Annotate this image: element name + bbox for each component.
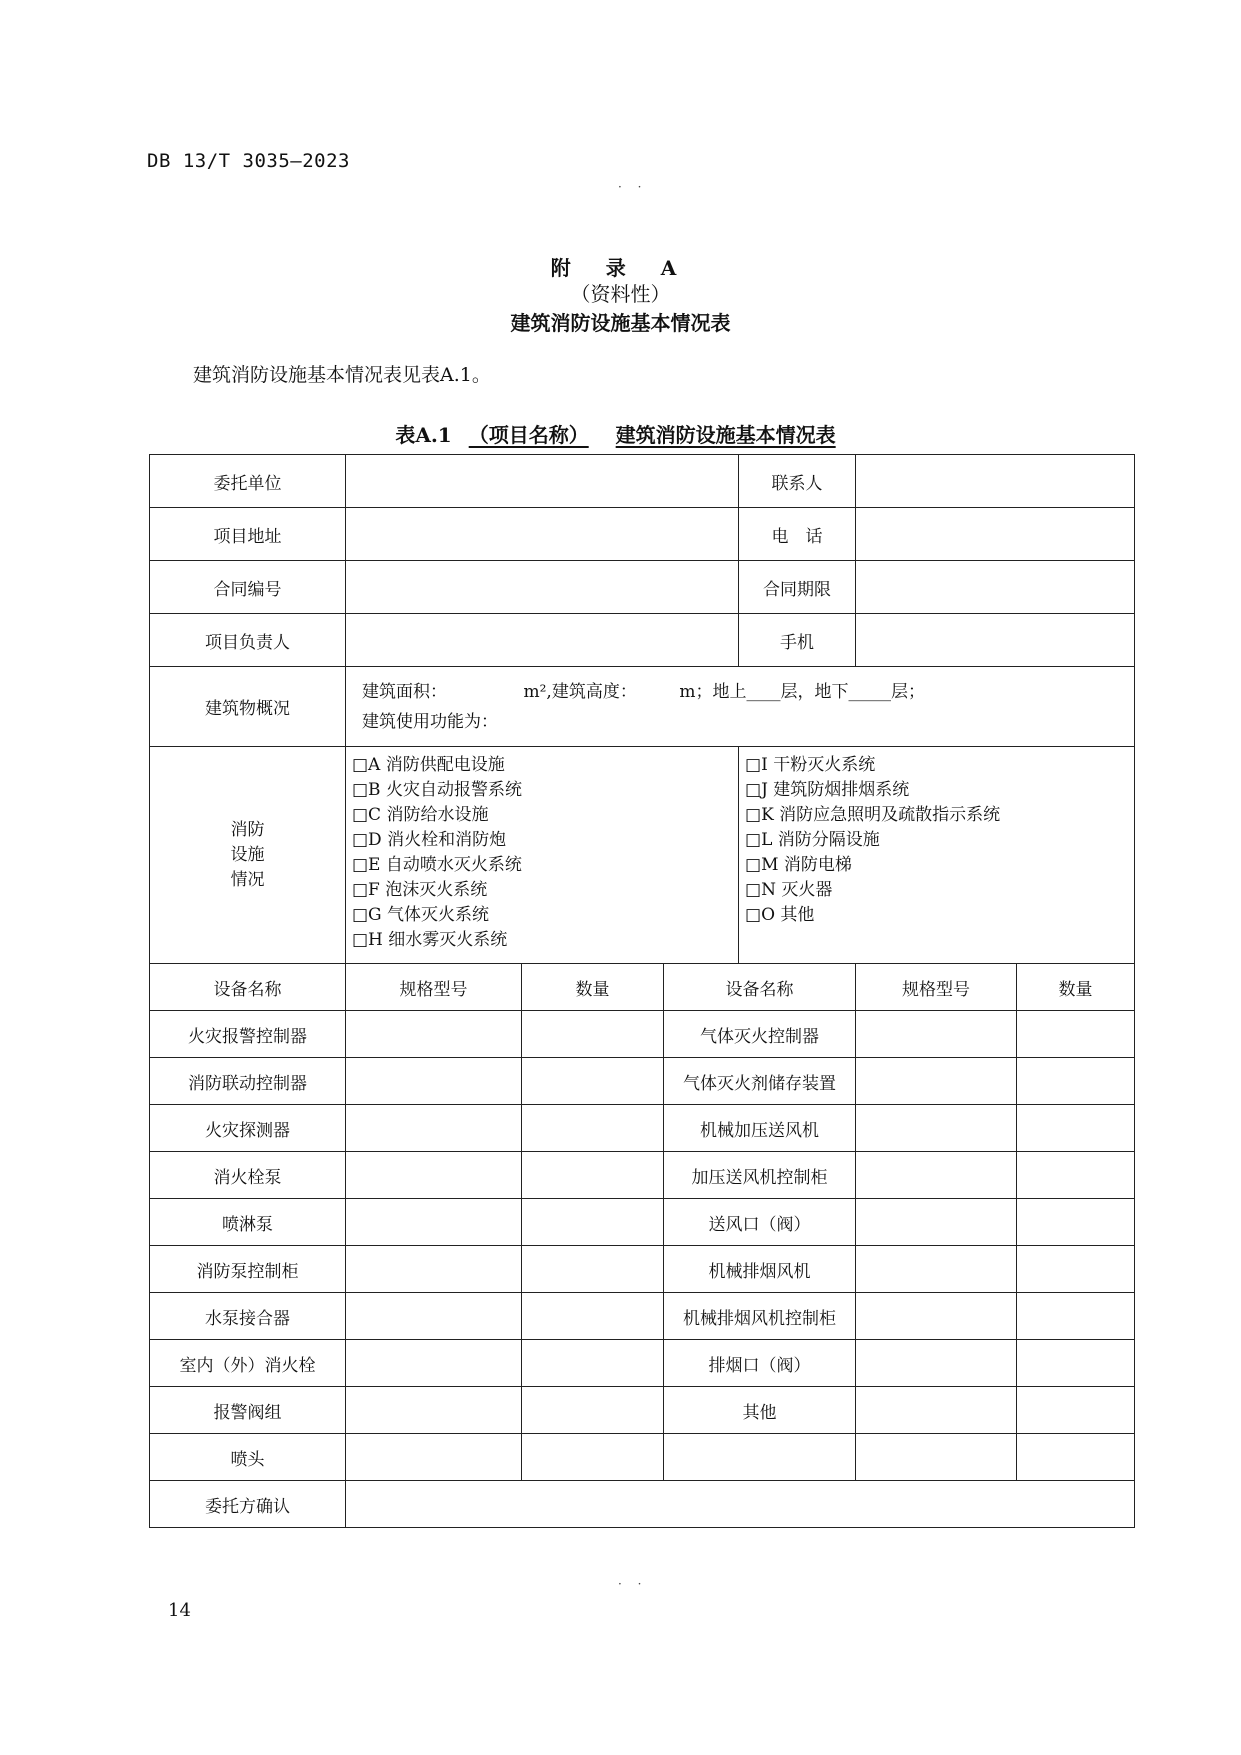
building-overview-value[interactable]: [346, 667, 1135, 747]
equip-name-left: 喷头: [150, 1434, 346, 1481]
equip-model-left[interactable]: [346, 1246, 522, 1293]
equip-qty-right[interactable]: [1017, 1058, 1135, 1105]
equip-name-left: 水泵接合器: [150, 1293, 346, 1340]
equip-name-left: 消防泵控制柜: [150, 1246, 346, 1293]
equip-model-right[interactable]: [856, 1293, 1017, 1340]
equip-qty-right[interactable]: [1017, 1105, 1135, 1152]
facility-checkbox[interactable]: □O 其他: [745, 905, 815, 925]
table-number: 表A.1: [395, 423, 452, 447]
equip-name-left: 消火栓泵: [150, 1152, 346, 1199]
equip-qty-left[interactable]: [522, 1011, 664, 1058]
equip-model-right[interactable]: [856, 1387, 1017, 1434]
equip-model-left[interactable]: [346, 1387, 522, 1434]
facility-checkbox[interactable]: □E 自动喷水灭火系统: [352, 855, 522, 875]
equip-qty-right[interactable]: [1017, 1434, 1135, 1481]
equip-name-right: 气体灭火剂储存装置: [664, 1058, 856, 1105]
equip-name-right: 机械排烟风机: [664, 1246, 856, 1293]
facility-checkbox[interactable]: □K 消防应急照明及疏散指示系统: [745, 805, 1001, 825]
address-label: 项目地址: [150, 508, 346, 561]
manager-label: 项目负责人: [150, 614, 346, 667]
contract-term-value[interactable]: [856, 561, 1135, 614]
equip-name-left: 喷淋泵: [150, 1199, 346, 1246]
mobile-value[interactable]: [856, 614, 1135, 667]
table-row: [150, 1058, 1135, 1105]
table-row: [150, 1293, 1135, 1340]
facility-checkbox[interactable]: □J 建筑防烟排烟系统: [745, 780, 910, 800]
facility-checkbox[interactable]: □M 消防电梯: [745, 855, 852, 875]
phone-label: 电 话: [739, 508, 856, 561]
equip-qty-right[interactable]: [1017, 1199, 1135, 1246]
equip-model-left[interactable]: [346, 1058, 522, 1105]
facility-checkbox[interactable]: □D 消火栓和消防炮: [352, 830, 507, 850]
equip-name-right: 机械加压送风机: [664, 1105, 856, 1152]
facility-checkbox[interactable]: □B 火灾自动报警系统: [352, 780, 522, 800]
facility-checkbox[interactable]: □H 细水雾灭火系统: [352, 930, 508, 950]
equip-header-name-left: 设备名称: [150, 964, 346, 1011]
table-name: 建筑消防设施基本情况表: [615, 423, 836, 447]
building-area-height-line: 建筑面积： m²,建筑高度： m；地上____层，地下_____层；: [362, 681, 925, 702]
equip-name-right: 气体灭火控制器: [664, 1011, 856, 1058]
equip-qty-left[interactable]: [522, 1152, 664, 1199]
table-row: [150, 1434, 1135, 1481]
equip-name-left: 消防联动控制器: [150, 1058, 346, 1105]
manager-value[interactable]: [346, 614, 739, 667]
equip-model-left[interactable]: [346, 1199, 522, 1246]
equip-model-right[interactable]: [856, 1011, 1017, 1058]
client-label: 委托单位: [150, 455, 346, 508]
facility-checkbox[interactable]: □G 气体灭火系统: [352, 905, 490, 925]
facility-checkbox[interactable]: □A 消防供配电设施: [352, 755, 505, 775]
equip-model-right[interactable]: [856, 1152, 1017, 1199]
facilities-list-right: [739, 747, 1135, 964]
table-row: [150, 1105, 1135, 1152]
facility-checkbox[interactable]: □F 泡沫灭火系统: [352, 880, 488, 900]
table-row: [150, 1246, 1135, 1293]
equip-qty-left[interactable]: [522, 1387, 664, 1434]
equip-header-model-right: 规格型号: [856, 964, 1017, 1011]
equip-model-right[interactable]: [856, 1199, 1017, 1246]
equip-qty-right[interactable]: [1017, 1246, 1135, 1293]
phone-value[interactable]: [856, 508, 1135, 561]
appendix-nature: （资料性）: [570, 282, 671, 306]
facility-checkbox[interactable]: □L 消防分隔设施: [745, 830, 880, 850]
equip-qty-left[interactable]: [522, 1434, 664, 1481]
facility-checkbox[interactable]: □C 消防给水设施: [352, 805, 489, 825]
equip-name-right: 送风口（阀）: [664, 1199, 856, 1246]
equip-model-right[interactable]: [856, 1246, 1017, 1293]
facilities-label: 消防 设施 情况: [150, 747, 346, 964]
equip-model-left[interactable]: [346, 1105, 522, 1152]
equip-header-qty-left: 数量: [522, 964, 664, 1011]
equip-qty-left[interactable]: [522, 1340, 664, 1387]
equip-name-left: 火灾报警控制器: [150, 1011, 346, 1058]
contract-term-label: 合同期限: [739, 561, 856, 614]
contact-value[interactable]: [856, 455, 1135, 508]
equip-qty-right[interactable]: [1017, 1293, 1135, 1340]
equip-qty-left[interactable]: [522, 1199, 664, 1246]
equip-model-right[interactable]: [856, 1434, 1017, 1481]
equip-qty-right[interactable]: [1017, 1152, 1135, 1199]
equip-name-right: 加压送风机控制柜: [664, 1152, 856, 1199]
equip-model-left[interactable]: [346, 1293, 522, 1340]
appendix-heading: 建筑消防设施基本情况表: [510, 311, 731, 335]
equip-header-name-right: 设备名称: [664, 964, 856, 1011]
equip-name-left: 室内（外）消火栓: [150, 1340, 346, 1387]
equip-name-left: 报警阀组: [150, 1387, 346, 1434]
client-value[interactable]: [346, 455, 739, 508]
intro-text: 建筑消防设施基本情况表见表A.1。: [193, 364, 491, 386]
facilities-list-left: [346, 747, 739, 964]
facility-checkbox[interactable]: □N 灭火器: [745, 880, 833, 900]
equip-model-left[interactable]: [346, 1011, 522, 1058]
client-confirm-value[interactable]: [346, 1481, 1135, 1528]
contract-no-value[interactable]: [346, 561, 739, 614]
equip-qty-right[interactable]: [1017, 1011, 1135, 1058]
contact-label: 联系人: [739, 455, 856, 508]
equip-name-right: [664, 1434, 856, 1481]
equip-model-left[interactable]: [346, 1434, 522, 1481]
equip-name-left: 火灾探测器: [150, 1105, 346, 1152]
building-overview-label: 建筑物概况: [150, 667, 346, 747]
appendix-title: 附 录 A: [550, 256, 691, 280]
standard-code: DB 13/T 3035—2023: [147, 150, 350, 172]
equip-header-qty-right: 数量: [1017, 964, 1135, 1011]
table-row: [150, 1387, 1135, 1434]
table-row: [150, 1152, 1135, 1199]
mobile-label: 手机: [739, 614, 856, 667]
equip-qty-left[interactable]: [522, 1246, 664, 1293]
client-confirm-label: 委托方确认: [150, 1481, 346, 1528]
equip-model-left[interactable]: [346, 1340, 522, 1387]
equip-model-right[interactable]: [856, 1058, 1017, 1105]
equip-name-right: 排烟口（阀）: [664, 1340, 856, 1387]
page-number: 14: [168, 1600, 191, 1621]
table-row: [150, 1199, 1135, 1246]
equip-model-right[interactable]: [856, 1340, 1017, 1387]
table-caption: [0, 419, 1241, 448]
equip-qty-right[interactable]: [1017, 1387, 1135, 1434]
equip-model-left[interactable]: [346, 1152, 522, 1199]
facilities-table: [149, 454, 1135, 1528]
equip-name-right: 机械排烟风机控制柜: [664, 1293, 856, 1340]
equip-qty-right[interactable]: [1017, 1340, 1135, 1387]
equip-header-model-left: 规格型号: [346, 964, 522, 1011]
table-row: [150, 1340, 1135, 1387]
page-mark-top: · ·: [618, 180, 648, 194]
contract-no-label: 合同编号: [150, 561, 346, 614]
page-mark-bottom: · ·: [618, 1577, 648, 1591]
building-use-line: 建筑使用功能为：: [362, 711, 498, 732]
equip-name-right: 其他: [664, 1387, 856, 1434]
equip-qty-left[interactable]: [522, 1058, 664, 1105]
table-row: [150, 1011, 1135, 1058]
equip-qty-left[interactable]: [522, 1293, 664, 1340]
facility-checkbox[interactable]: □I 干粉灭火系统: [745, 755, 876, 775]
equip-model-right[interactable]: [856, 1105, 1017, 1152]
equip-qty-left[interactable]: [522, 1105, 664, 1152]
table-project-name: （项目名称）: [468, 423, 589, 447]
address-value[interactable]: [346, 508, 739, 561]
